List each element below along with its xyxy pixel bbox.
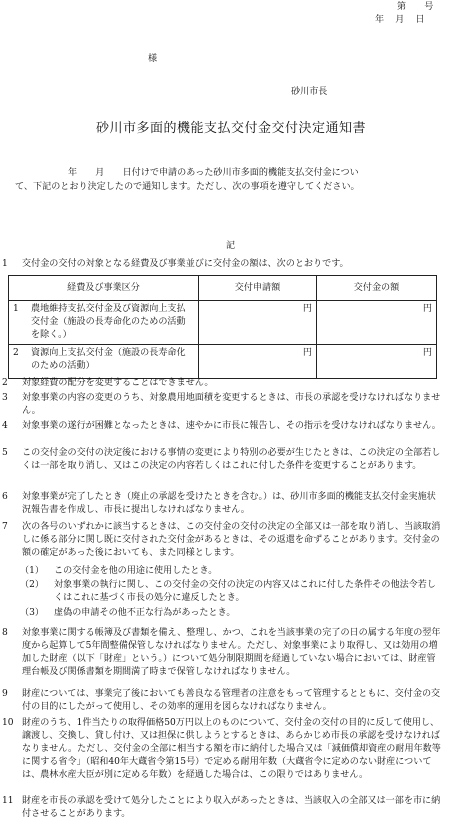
grant-table bbox=[8, 275, 437, 379]
intro-line-1: 年 月 日付けで申請のあった砂川市多面的機能支払交付金につい bbox=[68, 168, 359, 178]
clause-text: 対象経費の配分を変更することはできません。 bbox=[22, 378, 214, 388]
applied-amount-cell: 円 bbox=[199, 301, 317, 345]
clause-text: この交付金の交付の決定後における事情の変更により特別の必要が生じたときは、この決定の全部若しくは一部を取り消し、又はこの決定の内容若しくはこれに付した条件を変更することがあります。 bbox=[22, 448, 441, 471]
row-number: 1 bbox=[13, 304, 19, 314]
header-category: 経費及び事業区分 bbox=[9, 276, 199, 301]
applied-amount-cell: 円 bbox=[199, 345, 317, 379]
clause-number: 10 bbox=[2, 718, 14, 728]
issuer-name: 砂川市長 bbox=[291, 87, 328, 97]
clause-number: 5 bbox=[2, 448, 8, 458]
table-row bbox=[9, 301, 437, 345]
sub-item-1 bbox=[20, 565, 440, 578]
clause-11 bbox=[2, 795, 442, 821]
clause-text: 財産については、事業完了後においても善良なる管理者の注意をもって管理するとともに、交付金の交付の目的にしたがって使用し、その効率的運用を図らなければなりません。 bbox=[22, 689, 441, 712]
granted-amount-cell: 円 bbox=[317, 301, 437, 345]
clause-1 bbox=[2, 258, 442, 271]
page-title: 砂川市多面的機能支払交付金交付決定通知書 bbox=[96, 121, 367, 136]
sub-item-text: 対象事業の執行に関し、この交付金の交付の決定の内容又はこれに付した条件その他法令若しくはこれに基づく市長の処分に違反したとき。 bbox=[54, 580, 436, 603]
clause-text: 財産を市長の承認を受けて処分したことにより収入があったときは、当該収入の全部又は一部を市に納付させることがあります。 bbox=[22, 796, 441, 819]
header-applied-amount: 交付申請額 bbox=[199, 276, 317, 301]
intro-line-2: て、下記のとおり決定したので通知します。ただし、次の事項を遵守してください。 bbox=[15, 182, 360, 192]
row-number: 2 bbox=[13, 348, 19, 358]
row-item bbox=[9, 345, 199, 379]
clause-text: 財産のうち、1件当たりの取得価格50万円以上のものについて、交付金の交付の目的に反して使用し、譲渡し、交換し、貸し付け、又は担保に供しようとするときは、あらかじめ市長の承認を受けなければなりません。ただし、交付金の全部に相当する額を市に納付した場合又は「減価償却資産の耐用年数等に関する省令」（昭和40年大蔵省令第15号）で定める耐用年数（大蔵省令に定めのない財産については、農林水産大臣が別に定める年数）を経過した場合は、この限りではありません。 bbox=[22, 718, 441, 780]
clause-number: 9 bbox=[2, 689, 8, 699]
clause-4 bbox=[2, 420, 442, 433]
row-item bbox=[9, 301, 199, 345]
clause-8 bbox=[2, 627, 442, 679]
clause-10 bbox=[2, 717, 442, 782]
header-granted-amount: 交付金の額 bbox=[317, 276, 437, 301]
clause-2 bbox=[2, 377, 442, 390]
clause-text: 対象事業の遂行が困難となったときは、速やかに市長に報告し、その指示を受けなければなりません。 bbox=[22, 421, 441, 431]
clause-number: 3 bbox=[2, 393, 8, 403]
clause-7 bbox=[2, 521, 442, 560]
clause-3 bbox=[2, 392, 442, 418]
document-number-label: 第 号 bbox=[397, 2, 434, 12]
clause-number: 6 bbox=[2, 492, 8, 502]
sub-item-2 bbox=[20, 579, 440, 605]
clause-5 bbox=[2, 447, 442, 473]
clause-text: 対象事業の内容の変更のうち、対象農用地面積を変更するときは、市長の承認を受けなければなりません。 bbox=[22, 393, 441, 416]
clause-number: 1 bbox=[2, 259, 8, 269]
clause-number: 8 bbox=[2, 628, 8, 638]
row-item-text: 資源向上支払交付金（施設の長寿命化のための活動） bbox=[31, 348, 186, 371]
clause-text: 交付金の交付の対象となる経費及び事業並びに交付金の額は、次のとおりです。 bbox=[22, 259, 349, 269]
clause-number: 2 bbox=[2, 378, 8, 388]
clause-number: 7 bbox=[2, 522, 8, 532]
granted-amount-cell: 円 bbox=[317, 345, 437, 379]
sub-item-3 bbox=[20, 607, 440, 620]
sub-item-text: この交付金を他の用途に使用したとき。 bbox=[54, 566, 218, 576]
sub-item-mark: （3） bbox=[20, 608, 44, 618]
clause-text: 対象事業に関する帳簿及び書類を備え、整理し、かつ、これを当該事業の完了の日の属する年度の翌年度から起算して5年間整備保管しなければなりません。ただし、対象事業により取得し、又は効用の増加した財産（以下「財産」という。）について処分制限期間を経過していない場合においては、財産管理台帳及び関係書類を期間満了時まで保管しなければなりません。 bbox=[22, 628, 441, 677]
date-label: 年 月 日 bbox=[375, 15, 426, 25]
sub-item-text: 虚偽の申請その他不正な行為があったとき。 bbox=[54, 608, 236, 618]
clause-text: 次の各号のいずれかに該当するときは、この交付金の交付の決定の全部又は一部を取り消し、当該取消しに係る部分に関し既に交付された交付金があるときは、その返還を命ずることがあります。交付金の額の確定があった後においても、また同様とします。 bbox=[22, 522, 441, 558]
table-row bbox=[9, 345, 437, 379]
clause-number: 11 bbox=[2, 796, 14, 806]
clause-6 bbox=[2, 491, 442, 517]
clause-text: 対象事業が完了したとき（廃止の承認を受けたときを含む。）は、砂川市多面的機能支払交付金実施状況報告書を作成し、市長に提出しなければなりません。 bbox=[22, 492, 436, 515]
clause-9 bbox=[2, 688, 442, 714]
clause-number: 4 bbox=[2, 421, 8, 431]
row-item-text: 農地維持支払交付金及び資源向上支払交付金（施設の長寿命化のための活動を除く。） bbox=[31, 304, 186, 340]
sub-item-mark: （1） bbox=[20, 566, 44, 576]
ki-heading: 記 bbox=[226, 241, 236, 251]
sub-item-mark: （2） bbox=[20, 580, 44, 590]
addressee-suffix: 様 bbox=[148, 54, 158, 64]
